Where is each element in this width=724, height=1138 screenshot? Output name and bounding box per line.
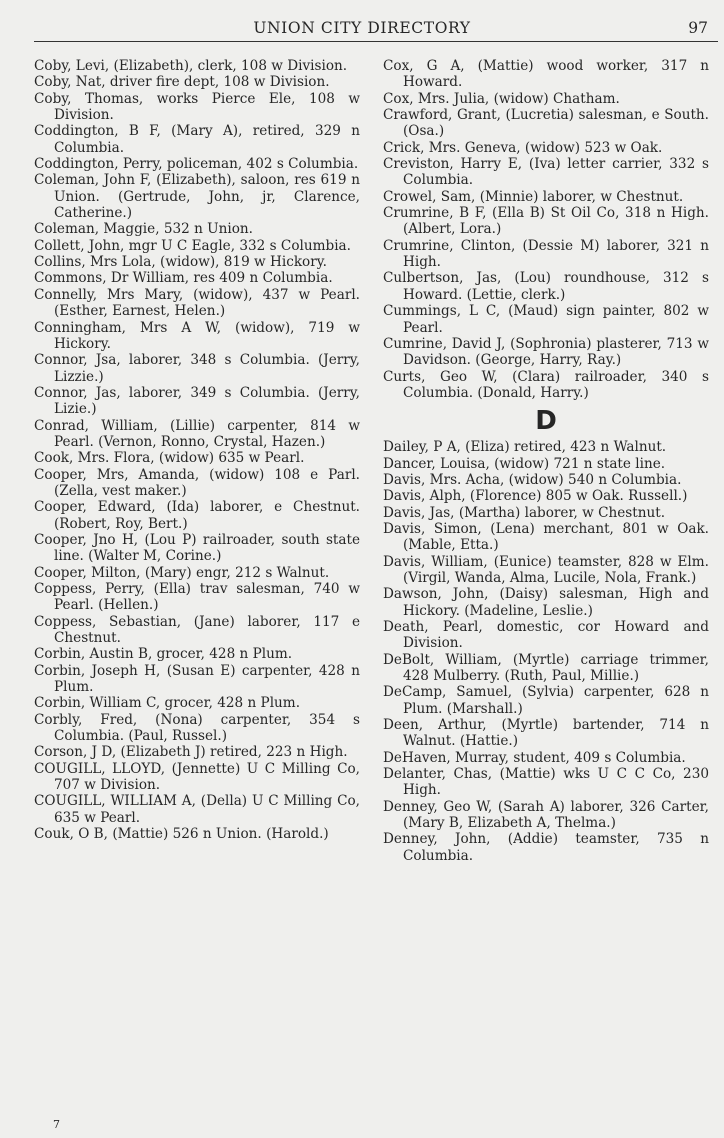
directory-entry: Cumrine, David J, (Sophronia) plasterer, 713 w Davidson. (George, Harry, Ray.) <box>383 335 709 369</box>
directory-entry: Crumrine, Clinton, (Dessie M) laborer, 321 n High. <box>383 237 709 271</box>
directory-entry: COUGILL, LLOYD, (Jennette) U C Milling Co, 707 w Division. <box>34 760 360 794</box>
right-column <box>383 58 709 864</box>
directory-entry: Connor, Jsa, laborer, 348 s Columbia. (Jerry, Lizzie.) <box>34 352 360 385</box>
directory-entry: Couk, O B, (Mattie) 526 n Union. (Harold.) <box>34 826 329 843</box>
directory-entry: DeHaven, Murray, student, 409 s Columbia. <box>383 749 686 766</box>
directory-entry: Connelly, Mrs Mary, (widow), 437 w Pearl. (Esther, Earnest, Helen.) <box>34 286 360 320</box>
directory-entry: Delanter, Chas, (Mattie) wks U C C Co, 230 High. <box>383 766 709 799</box>
directory-entry: Coby, Levi, (Elizabeth), clerk, 108 w Division. <box>34 58 348 74</box>
directory-entry: Coppess, Sebastian, (Jane) laborer, 117 e Chestnut. <box>34 613 360 647</box>
directory-entry: Curts, Geo W, (Clara) railroader, 340 s Columbia. (Donald, Harry.) <box>383 368 709 401</box>
directory-entry: Death, Pearl, domestic, cor Howard and Division. <box>383 619 709 652</box>
directory-entry: Conrad, William, (Lillie) carpenter, 814 w Pearl. (Vernon, Ronno, Crystal, Hazen.) <box>34 417 360 450</box>
directory-entry: Coleman, Maggie, 532 n Union. <box>34 221 253 238</box>
directory-entry: Dancer, Louisa, (widow) 721 n state line. <box>383 455 666 472</box>
directory-entry: Coppess, Perry, (Ella) trav salesman, 740 w Pearl. (Hellen.) <box>34 581 360 614</box>
directory-entry: Cooper, Edward, (Ida) laborer, e Chestnut. (Robert, Roy, Bert.) <box>34 499 360 532</box>
directory-entry: DeBolt, William, (Myrtle) carriage trimmer, 428 Mulberry. (Ruth, Paul, Millie.) <box>383 651 709 685</box>
directory-entry: Davis, Alph, (Florence) 805 w Oak. Russell.) <box>383 488 688 505</box>
page-title: UNION CITY DIRECTORY <box>253 19 471 37</box>
directory-entry: Creviston, Harry E, (Iva) letter carrier, 332 s Columbia. <box>383 156 709 189</box>
directory-entry: Collins, Mrs Lola, (widow), 819 w Hickory. <box>34 254 327 271</box>
directory-entry: Crowel, Sam, (Minnie) laborer, w Chestnut. <box>383 188 684 205</box>
directory-entry: Connor, Jas, laborer, 349 s Columbia. (Jerry, Lizie.) <box>34 384 360 418</box>
directory-entry: Denney, John, (Addie) teamster, 735 n Columbia. <box>383 831 709 864</box>
directory-entry: Cook, Mrs. Flora, (widow) 635 w Pearl. <box>34 450 305 467</box>
directory-entry: Collett, John, mgr U C Eagle, 332 s Columbia. <box>34 237 351 254</box>
directory-entry: DeCamp, Samuel, (Sylvia) carpenter, 628 n Plum. (Marshall.) <box>383 684 709 717</box>
page-number: 97 <box>688 19 708 37</box>
directory-entry: Corson, J D, (Elizabeth J) retired, 223 n High. <box>34 744 348 761</box>
directory-entry: Davis, Simon, (Lena) merchant, 801 w Oak. (Mable, Etta.) <box>383 520 709 554</box>
header-rule <box>34 41 718 42</box>
directory-entry: Crick, Mrs. Geneva, (widow) 523 w Oak. <box>383 139 663 156</box>
directory-entry: Denney, Geo W, (Sarah A) laborer, 326 Carter, (Mary B, Elizabeth A, Thelma.) <box>383 798 709 832</box>
directory-entry: Davis, Mrs. Acha, (widow) 540 n Columbia. <box>383 471 682 488</box>
c-entries <box>383 58 709 401</box>
directory-entry: Corbin, Joseph H, (Susan E) carpenter, 428 n Plum. <box>34 662 360 696</box>
directory-entry: Corbin, Austin B, grocer, 428 n Plum. <box>34 646 293 663</box>
d-entries <box>383 439 709 864</box>
directory-entry: Coddington, Perry, policeman, 402 s Columbia. <box>34 156 359 173</box>
directory-entry: Dailey, P A, (Eliza) retired, 423 n Walnut. <box>383 439 667 456</box>
directory-entry: Culbertson, Jas, (Lou) roundhouse, 312 s Howard. (Lettie, clerk.) <box>383 270 709 303</box>
directory-entry: Cooper, Milton, (Mary) engr, 212 s Walnut. <box>34 564 330 581</box>
directory-entry: Cooper, Jno H, (Lou P) railroader, south state line. (Walter M, Corine.) <box>34 531 360 565</box>
directory-entry: Corbin, William C, grocer, 428 n Plum. <box>34 695 301 712</box>
directory-entry: Cox, G A, (Mattie) wood worker, 317 n Howard. <box>383 58 709 91</box>
directory-entry: Crumrine, B F, (Ella B) St Oil Co, 318 n High. (Albert, Lora.) <box>383 205 709 238</box>
directory-entry: Cummings, L C, (Maud) sign painter, 802 w Pearl. <box>383 303 709 336</box>
directory-entry: Commons, Dr William, res 409 n Columbia. <box>34 270 333 287</box>
directory-entry: Coddington, B F, (Mary A), retired, 329 n Columbia. <box>34 123 360 156</box>
directory-entry: Cox, Mrs. Julia, (widow) Chatham. <box>383 90 620 107</box>
directory-entry: Cooper, Mrs, Amanda, (widow) 108 e Parl. (Zella, vest maker.) <box>34 466 360 499</box>
directory-entry: Deen, Arthur, (Myrtle) bartender, 714 n Walnut. (Hattie.) <box>383 717 709 750</box>
directory-entry: Davis, Jas, (Martha) laborer, w Chestnut. <box>383 504 666 521</box>
directory-entry: Conningham, Mrs A W, (widow), 719 w Hickory. <box>34 319 360 352</box>
directory-entry: COUGILL, WILLIAM A, (Della) U C Milling Co, 635 w Pearl. <box>34 793 360 826</box>
left-column <box>34 58 360 843</box>
section-letter-d: D <box>535 406 557 437</box>
signature-mark: 7 <box>53 1118 60 1131</box>
directory-entry: Dawson, John, (Daisy) salesman, High and Hickory. (Madeline, Leslie.) <box>383 586 709 619</box>
directory-entry: Crawford, Grant, (Lucretia) salesman, e South. (Osa.) <box>383 107 709 140</box>
directory-entry: Coby, Nat, driver fire dept, 108 w Division. <box>34 74 330 91</box>
directory-entry: Corbly, Fred, (Nona) carpenter, 354 s Columbia. (Paul, Russel.) <box>34 711 360 745</box>
directory-entry: Coby, Thomas, works Pierce Ele, 108 w Division. <box>34 90 360 124</box>
directory-entry: Davis, William, (Eunice) teamster, 828 w Elm. (Virgil, Wanda, Alma, Lucile, Nola, Frank.) <box>383 553 709 586</box>
directory-entry: Coleman, John F, (Elizabeth), saloon, res 619 n Union. (Gertrude, John, jr, Clarence, Catherine.) <box>34 172 360 222</box>
